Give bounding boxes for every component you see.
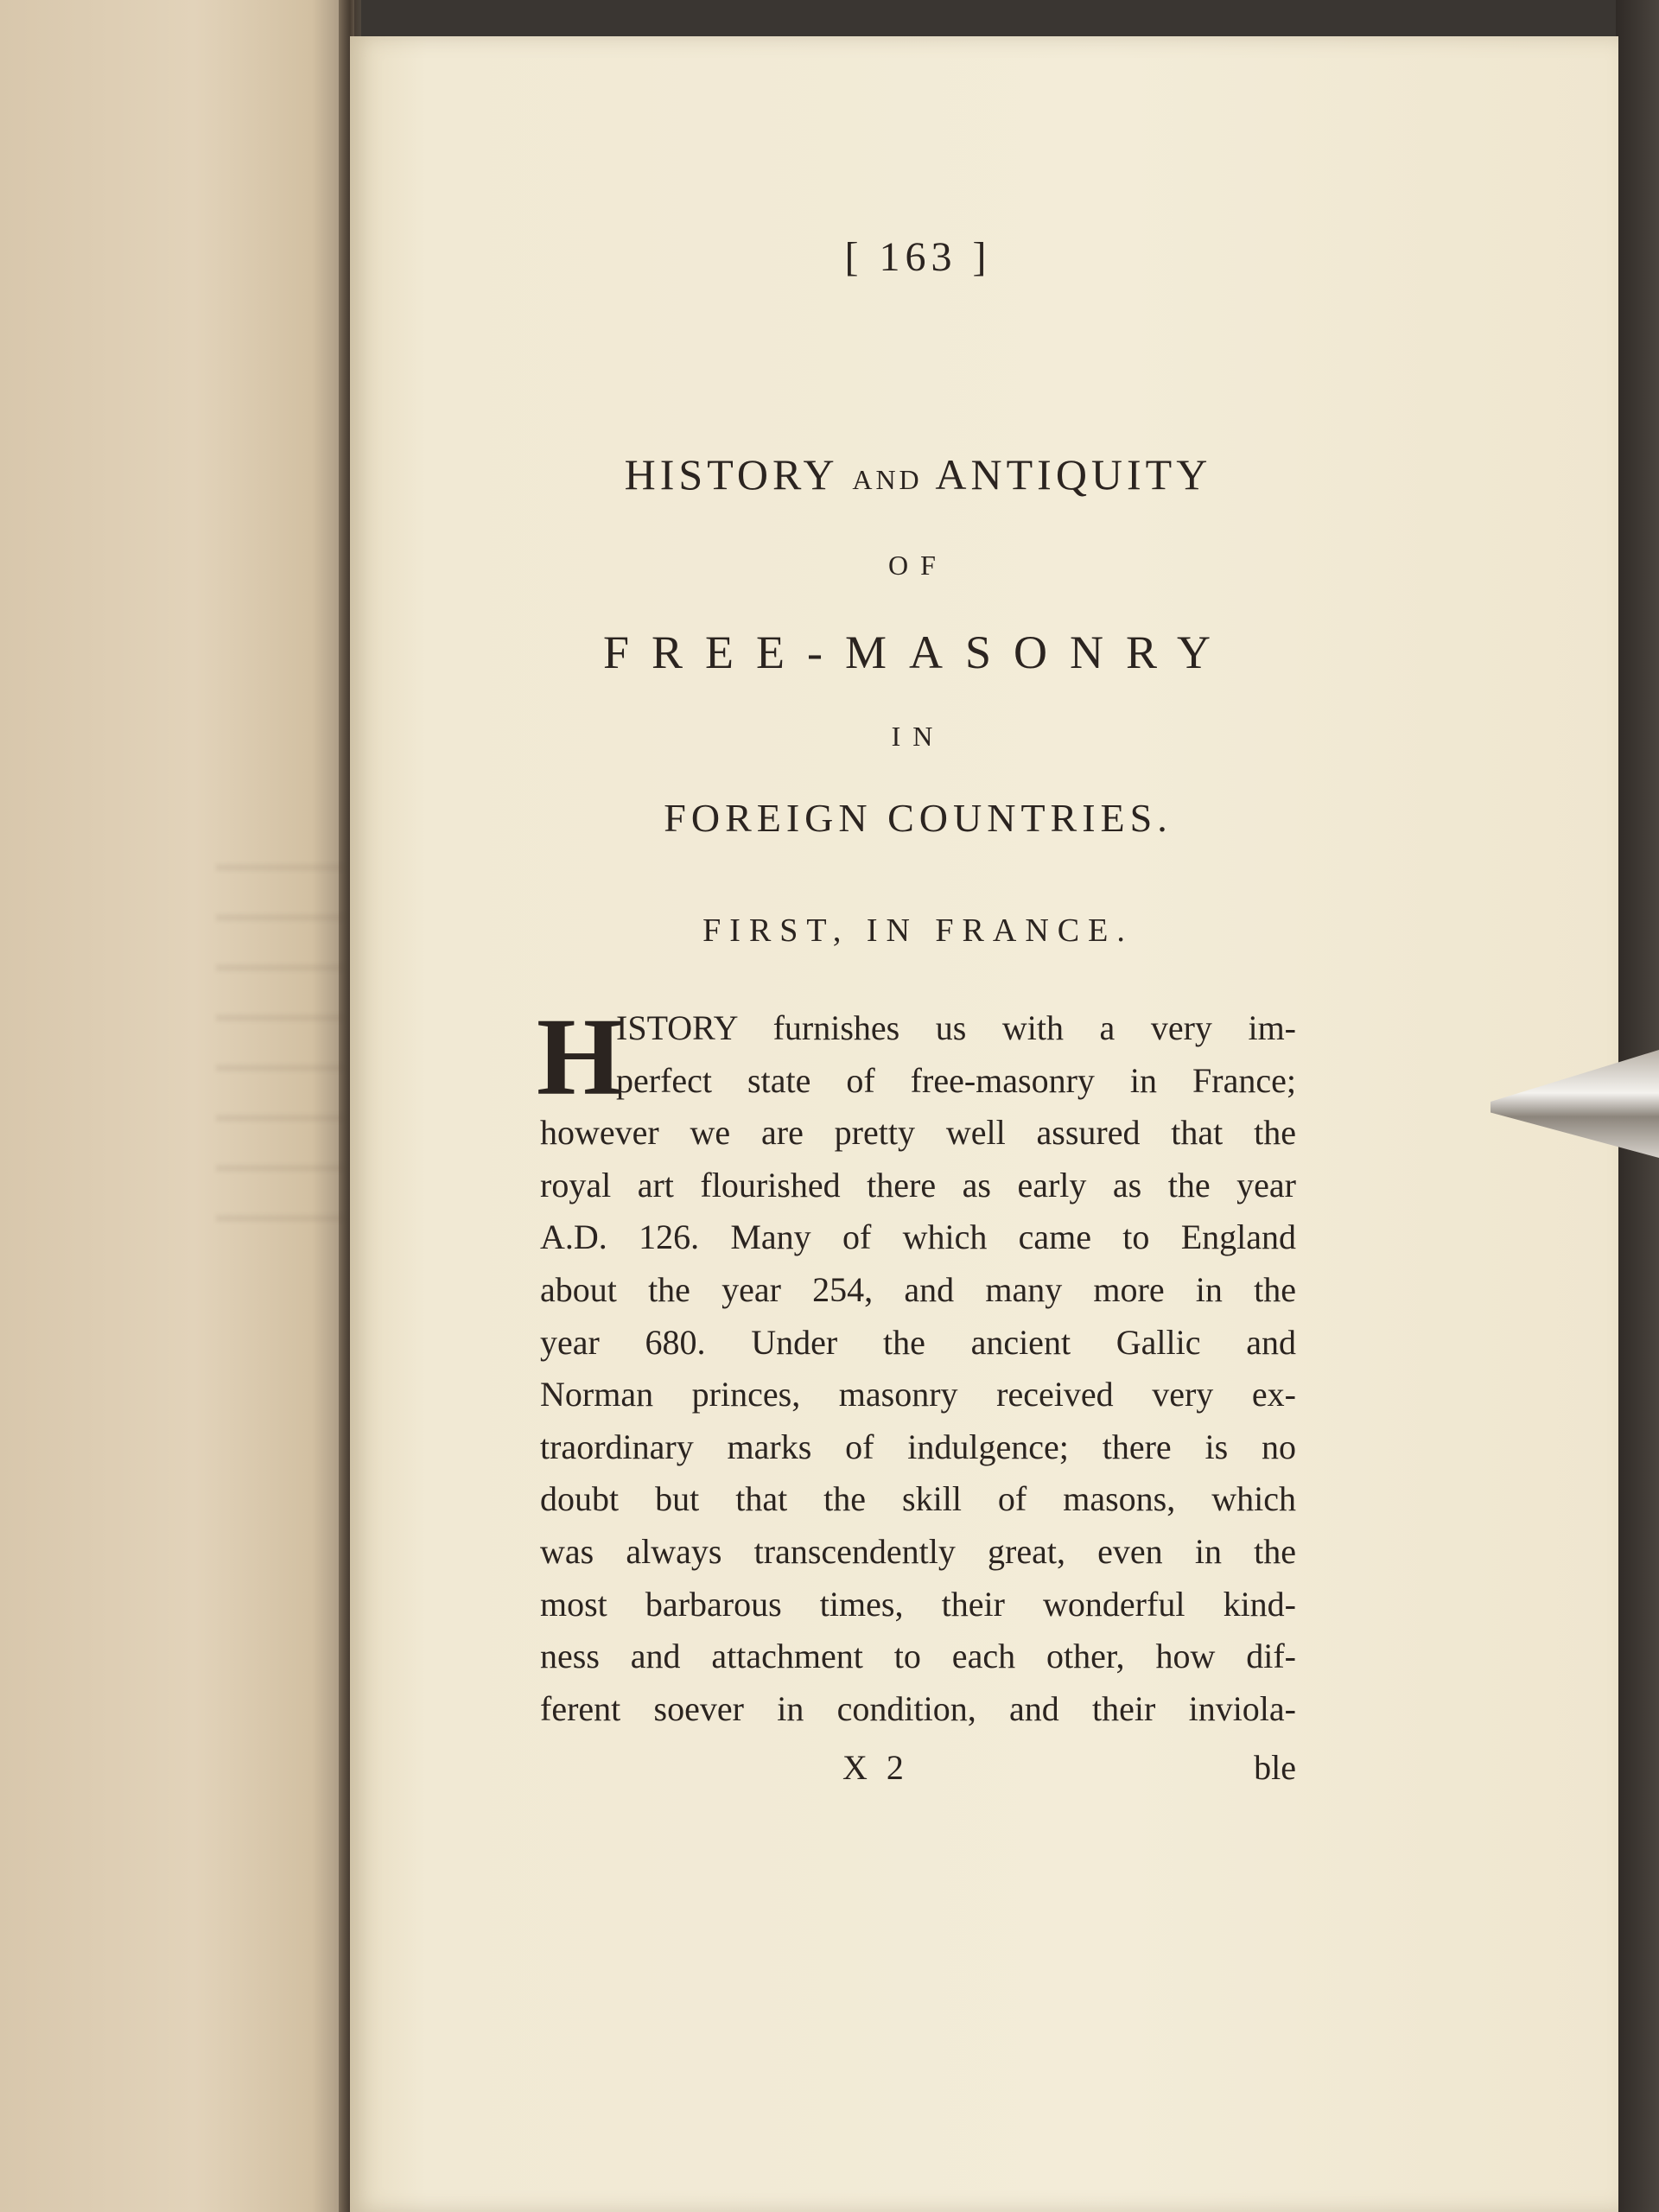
body-line: about the year 254, and many more in the [540,1269,1296,1309]
left-page [0,0,354,2212]
body-line: year 680. Under the ancient Gallic and [540,1322,1296,1362]
signature-mark: X 2 [842,1748,909,1787]
body-line: ness and attachment to each other, how dif- [540,1637,1296,1676]
body-line: doubt but that the skill of masons, which [540,1479,1296,1519]
title-free-masonry: FREE-MASONRY [602,626,1234,678]
section-heading: FIRST, IN FRANCE. [702,912,1134,949]
title-line-of: OF [888,550,948,581]
body-line: most barbarous times, their wonderful kind- [540,1584,1296,1624]
body-line: Norman princes, masonry received very ex- [540,1375,1296,1414]
body-line: perfect state of free-masonry in France; [616,1060,1296,1100]
title-history: HISTORY [624,450,837,499]
page-number: [ 163 ] [844,234,992,280]
body-line: ferent soever in condition, and their inviola- [540,1688,1296,1728]
body-line: A.D. 126. Many of which came to England [540,1217,1296,1257]
body-line: royal art flourished there as early as the year [540,1165,1296,1205]
page-footer [540,1747,1296,1799]
body-line: traordinary marks of indulgence; there is no [540,1427,1296,1466]
title-line-in: IN [891,721,945,752]
title-antiquity: ANTIQUITY [935,450,1212,499]
body-text [537,995,1296,1735]
title-foreign-countries: FOREIGN COUNTRIES. [664,796,1173,840]
drop-cap: H [537,995,623,1118]
title-and: AND [852,464,923,495]
title-line-1 [540,449,1296,499]
body-line: however we are pretty well assured that the [540,1113,1296,1153]
body-line: ISTORY furnishes us with a very im- [616,1008,1296,1047]
catchword: ble [1254,1748,1296,1787]
bleed-through-text [216,864,346,1227]
body-line: was always transcendently great, even in the [540,1531,1296,1571]
